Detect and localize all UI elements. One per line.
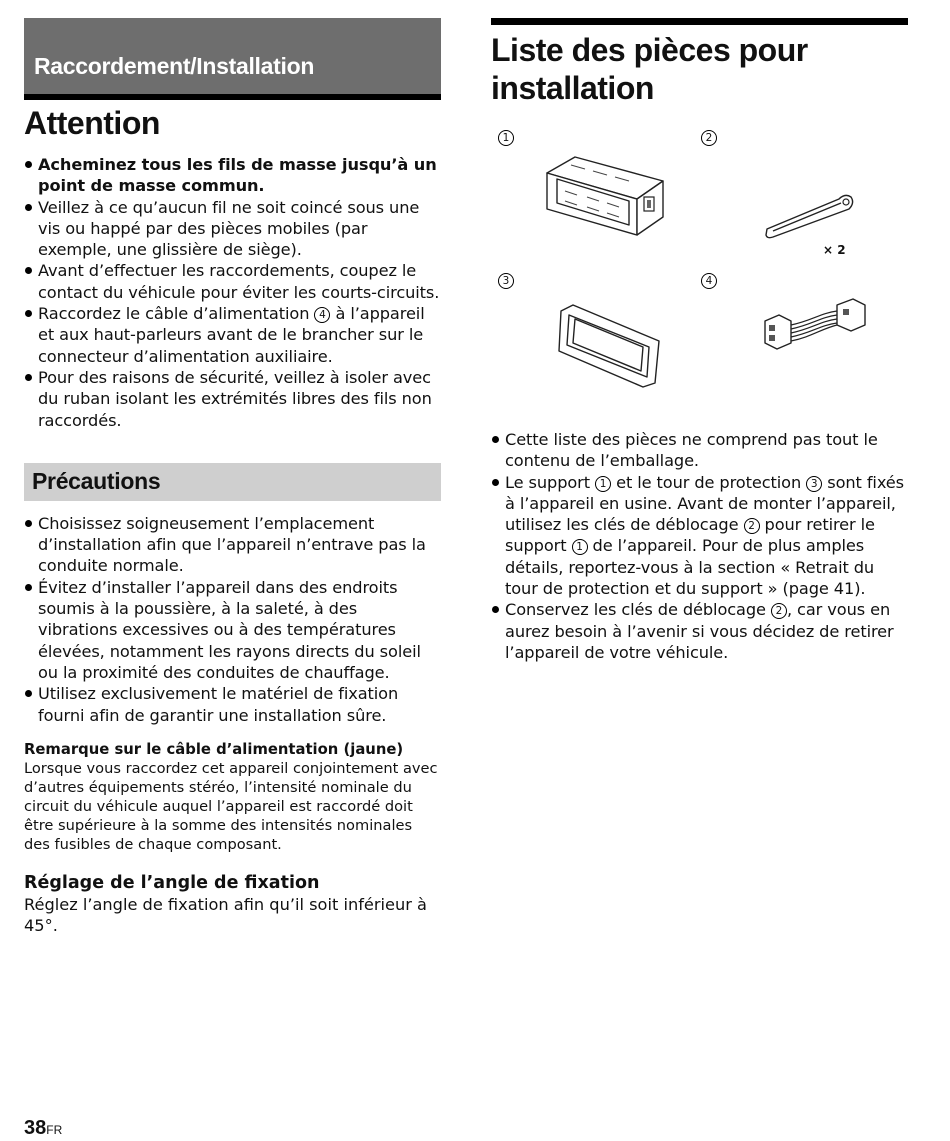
section-banner xyxy=(24,18,441,100)
list-item: Pour des raisons de sécurité, veillez à isoler avec du ruban isolant les extrémités libres des fils non raccordés. xyxy=(24,367,441,431)
precautions-heading: Précautions xyxy=(32,468,161,495)
list-item: Cette liste des pièces ne comprend pas tout le contenu de l’emballage. xyxy=(491,429,908,472)
parts-illustration xyxy=(491,121,908,411)
angle-heading: Réglage de l’angle de fixation xyxy=(24,872,320,893)
circled-number: 3 xyxy=(806,476,822,492)
parts-notes-list xyxy=(491,429,908,663)
attention-list xyxy=(24,154,441,431)
part-label-2: 2 xyxy=(701,130,717,146)
left-column xyxy=(24,18,441,936)
list-item: Conservez les clés de déblocage 2 , car vous en aurez besoin à l’avenir si vous décidez de retirer l’appareil de votre véhicule. xyxy=(491,599,908,663)
mounting-sleeve-icon xyxy=(541,151,671,241)
power-connector-icon xyxy=(761,291,871,361)
power-cable-note-title: Remarque sur le câble d’alimentation (jaune) xyxy=(24,740,404,758)
circled-number: 1 xyxy=(595,476,611,492)
part-label-1: 1 xyxy=(498,130,514,146)
part-label-4: 4 xyxy=(701,273,717,289)
release-key-icon xyxy=(761,181,861,251)
right-column xyxy=(491,18,908,663)
quantity-label: × 2 xyxy=(823,243,846,257)
language-code: FR xyxy=(46,1123,63,1137)
circled-number: 2 xyxy=(771,603,787,619)
attention-heading: Attention xyxy=(24,105,160,141)
power-cable-note-text: Lorsque vous raccordez cet appareil conjointement avec d’autres équipements stéréo, l’intensité nominale du circuit du véhicule auquel l’appareil est raccordé doit être supérieure à la somme des intensités nominales des fusibles de chaque composant. xyxy=(24,759,438,853)
parts-list-heading: Liste des pièces pour installation xyxy=(491,32,808,106)
precautions-banner xyxy=(24,463,441,501)
protection-frame-icon xyxy=(555,303,665,389)
circled-number: 1 xyxy=(572,539,588,555)
list-item: Évitez d’installer l’appareil dans des endroits soumis à la poussière, à la saleté, à des vibrations excessives ou à des températures élevées, notamment les rayons directs du soleil ou la proximité des conduites de chauffage. xyxy=(24,577,441,683)
section-banner-title: Raccordement/Installation xyxy=(34,53,315,79)
list-item: Choisissez soigneusement l’emplacement d’installation afin que l’appareil n’entrave pas la conduite normale. xyxy=(24,513,441,577)
list-item: Acheminez tous les fils de masse jusqu’à un point de masse commun. xyxy=(24,154,441,197)
list-item: Raccordez le câble d’alimentation 4 à l’appareil et aux haut-parleurs avant de le brancher sur le connecteur d’alimentation auxiliaire. xyxy=(24,303,441,367)
list-item: Avant d’effectuer les raccordements, coupez le contact du véhicule pour éviter les courts-circuits. xyxy=(24,260,441,303)
page-number: 38FR xyxy=(24,1117,63,1139)
circled-number: 2 xyxy=(744,518,760,534)
top-rule xyxy=(491,18,908,25)
list-item: Le support 1 et le tour de protection 3 sont fixés à l’appareil en usine. Avant de monter l’appareil, utilisez les clés de déblocage 2 pour retirer le support 1 de l’appareil. Pour de plus amples détails, reportez-vous à la section « Retrait du tour de protection et du support » (page 41). xyxy=(491,472,908,600)
list-item: Veillez à ce qu’aucun fil ne soit coincé sous une vis ou happé par des pièces mobiles (par exemple, une glissière de siège). xyxy=(24,197,441,261)
part-label-3: 3 xyxy=(498,273,514,289)
angle-text: Réglez l’angle de fixation afin qu’il soit inférieur à 45°. xyxy=(24,894,427,936)
precautions-list xyxy=(24,513,441,726)
list-item: Utilisez exclusivement le matériel de fixation fourni afin de garantir une installation sûre. xyxy=(24,683,441,726)
circled-number: 4 xyxy=(314,307,330,323)
